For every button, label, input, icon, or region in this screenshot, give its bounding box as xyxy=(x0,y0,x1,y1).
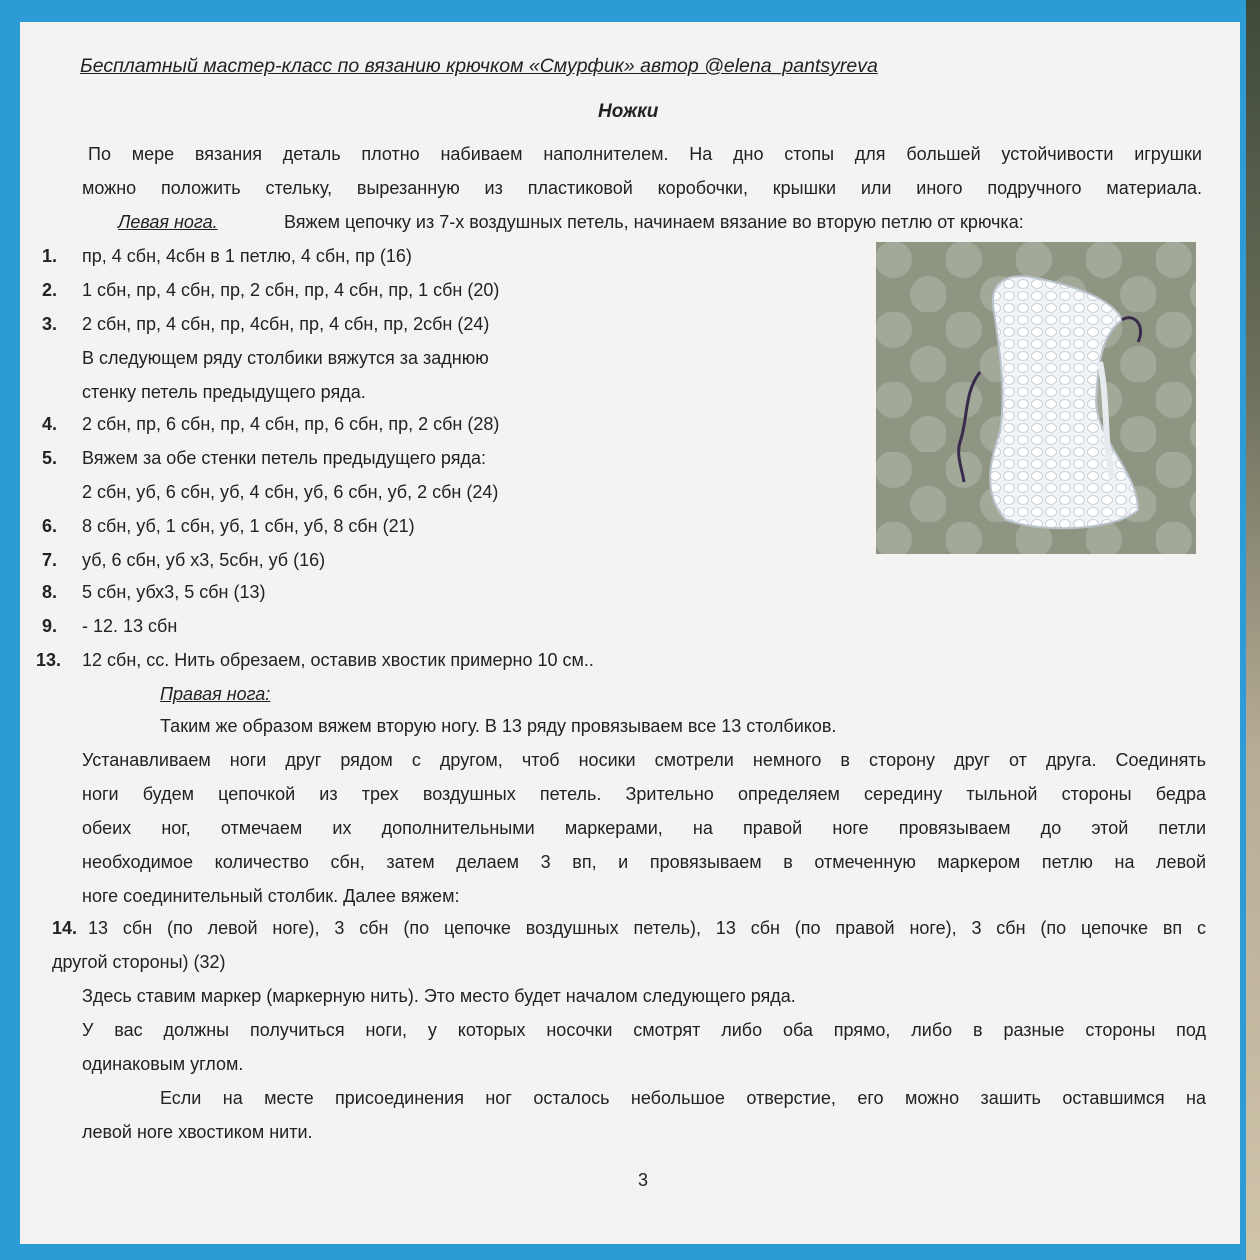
row-text: Вяжем за обе стенки петель предыдущего ряда: xyxy=(82,448,486,468)
row-number: 4. xyxy=(42,414,58,434)
right-leg-label: Правая нога: xyxy=(160,684,271,704)
row-text: 5 сбн, убх3, 5 сбн (13) xyxy=(82,582,266,602)
crochet-leg-shape xyxy=(990,276,1138,528)
row-text: - 12. 13 сбн xyxy=(82,616,178,636)
final-line-1: Если на месте присоединения ног осталось небольшое отверстие, его можно зашить оставшимся на xyxy=(160,1088,1206,1108)
document-header: Бесплатный мастер-класс по вязанию крючком «Смурфик» автор @elena_pantsyreva xyxy=(80,55,878,77)
left-leg-label: Левая нога. xyxy=(118,212,218,232)
row-number: 9. xyxy=(42,616,58,636)
join-line-3: обеих ног, отмечаем их дополнительными маркерами, на правой ноге провязываем до этой петли xyxy=(82,818,1206,838)
final-line-2: левой ноге хвостиком нити. xyxy=(82,1122,313,1142)
intro-line-2: можно положить стельку, вырезанную из пластиковой коробочки, крышки или иного подручного материала. xyxy=(82,178,1202,198)
after-line-2: У вас должны получиться ноги, у которых носочки смотрят либо оба прямо, либо в разные стороны под xyxy=(82,1020,1206,1040)
join-line-2: ноги будем цепочкой из трех воздушных петель. Зрительно определяем середину тыльной стороны бедра xyxy=(82,784,1206,804)
row-note: В следующем ряду столбики вяжутся за заднюю xyxy=(82,348,489,368)
yarn-tail-2 xyxy=(959,372,980,482)
row-number: 5. xyxy=(42,448,58,468)
row-text: 2 сбн, пр, 6 сбн, пр, 4 сбн, пр, 6 сбн, пр, 2 сбн (28) xyxy=(82,414,500,434)
row-text: 8 сбн, уб, 1 сбн, уб, 1 сбн, уб, 8 сбн (21) xyxy=(82,516,415,536)
row-number: 2. xyxy=(42,280,58,300)
row-text: 1 сбн, пр, 4 сбн, пр, 2 сбн, пр, 4 сбн, пр, 1 сбн (20) xyxy=(82,280,500,300)
row-text: 2 сбн, пр, 4 сбн, пр, 4сбн, пр, 4 сбн, пр, 2сбн (24) xyxy=(82,314,490,334)
page-number: 3 xyxy=(638,1170,649,1190)
row-text: уб, 6 сбн, уб х3, 5сбн, уб (16) xyxy=(82,550,326,570)
crocheted-leg-photo xyxy=(876,242,1196,554)
crochet-leg-illustration xyxy=(876,242,1196,554)
after-line-1: Здесь ставим маркер (маркерную нить). Это место будет началом следующего ряда. xyxy=(82,986,796,1006)
row-number: 1. xyxy=(42,246,58,266)
right-leg-text: Таким же образом вяжем вторую ногу. В 13 ряду провязываем все 13 столбиков. xyxy=(160,716,837,736)
section-title: Ножки xyxy=(598,101,659,122)
row-text: 12 сбн, сс. Нить обрезаем, оставив хвостик примерно 10 см.. xyxy=(82,650,594,670)
row-number: 7. xyxy=(42,550,58,570)
row-number: 6. xyxy=(42,516,58,536)
row-number: 3. xyxy=(42,314,58,334)
row-number: 8. xyxy=(42,582,58,602)
yarn-tail xyxy=(1122,318,1141,342)
left-leg-text: Вяжем цепочку из 7-х воздушных петель, начинаем вязание во вторую петлю от крючка: xyxy=(284,212,1024,232)
after-line-3: одинаковым углом. xyxy=(82,1054,244,1074)
row-note: стенку петель предыдущего ряда. xyxy=(82,382,366,402)
intro-line-1: По мере вязания деталь плотно набиваем наполнителем. На дно стопы для большей устойчивости игрушки xyxy=(88,144,1202,164)
row-note: 2 сбн, уб, 6 сбн, уб, 4 сбн, уб, 6 сбн, уб, 2 сбн (24) xyxy=(82,482,499,502)
join-line-4: необходимое количество сбн, затем делаем 3 вп, и провязываем в отмеченную маркером петлю на левой xyxy=(82,852,1206,872)
row14-line-2: другой стороны) (32) xyxy=(52,952,226,972)
join-line-1: Устанавливаем ноги друг рядом с другом, чтоб носики смотрели немного в сторону друг от друга. Соединять xyxy=(82,750,1206,770)
row14-line-1: 13 сбн (по левой ноге), 3 сбн (по цепочке воздушных петель), 13 сбн (по правой ноге), 3 сбн (по цепочке вп с xyxy=(88,918,1206,938)
row-number: 13. xyxy=(36,650,62,670)
row-number: 14. xyxy=(52,918,78,938)
join-line-5: ноге соединительный столбик. Далее вяжем: xyxy=(82,886,460,906)
edge-strip xyxy=(1246,0,1260,1260)
row-text: пр, 4 сбн, 4сбн в 1 петлю, 4 сбн, пр (16) xyxy=(82,246,412,266)
